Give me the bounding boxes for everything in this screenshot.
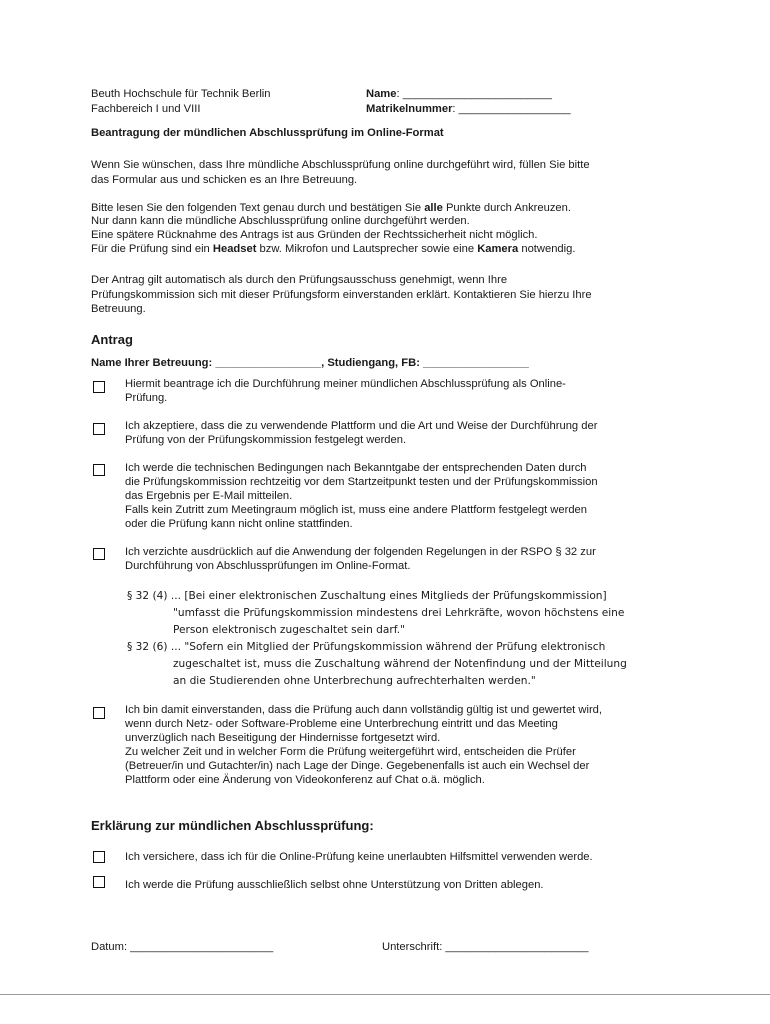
instruction-line: Eine spätere Rücknahme des Antrags ist aus Gründen der Rechtssicherheit nicht möglich.	[91, 229, 538, 241]
unterschrift-field[interactable]: Unterschrift: _______________________	[382, 941, 589, 953]
antrag-item-text: Ich bin damit einverstanden, dass die Prüfung auch dann vollständig gültig ist und gewertet wird,	[125, 704, 602, 716]
antrag-item-text: das Ergebnis per E-Mail mitteilen.	[125, 490, 293, 502]
antrag-heading: Antrag	[91, 332, 133, 347]
instruction-emphasis: Kamera	[477, 243, 519, 255]
antrag-item-text: Plattform oder eine Änderung von Videokonferenz auf Chat o.ä. möglich.	[125, 774, 485, 786]
name-blank: : ________________________	[396, 88, 553, 100]
approval-line: Der Antrag gilt automatisch als durch den Prüfungsausschuss genehmigt, wenn Ihre	[91, 274, 508, 286]
antrag-item-text: Ich verzichte ausdrücklich auf die Anwendung der folgenden Regelungen in der RSPO § 32 zur	[125, 546, 596, 558]
checkbox-antrag-1[interactable]	[93, 381, 105, 393]
instruction-text: Bitte lesen Sie den folgenden Text genau durch und bestätigen Sie	[91, 202, 425, 214]
antrag-item-text: Prüfung von der Prüfungskommission festgelegt werden.	[125, 434, 407, 446]
erklaerung-heading: Erklärung zur mündlichen Abschlussprüfung:	[91, 818, 374, 833]
erklaerung-item-text: Ich werde die Prüfung ausschließlich selbst ohne Unterstützung von Dritten ablegen.	[125, 879, 544, 891]
matrikel-label: Matrikelnummer	[366, 103, 453, 115]
instruction-text: bzw. Mikrofon und Lautsprecher sowie eine	[256, 243, 478, 255]
approval-line: Betreuung.	[91, 303, 146, 315]
checkbox-erklaerung-2[interactable]	[93, 876, 105, 888]
instruction-text: Punkte durch Ankreuzen.	[442, 202, 571, 214]
instruction-text: notwendig.	[518, 243, 576, 255]
antrag-item-text: Falls kein Zutritt zum Meetingraum möglich ist, muss eine andere Plattform festgelegt werden	[125, 504, 587, 516]
erklaerung-item-text: Ich versichere, dass ich für die Online-Prüfung keine unerlaubten Hilfsmittel verwenden werde.	[125, 851, 593, 863]
page-bottom-divider	[0, 994, 770, 995]
rspo-quote-line: zugeschaltet ist, muss die Zuschaltung während der Notenfindung und der Mitteilung	[173, 658, 627, 670]
antrag-item-text: wenn durch Netz- oder Software-Probleme eine Unterbrechung eintritt und das Meeting	[125, 718, 558, 730]
instruction-emphasis: alle	[424, 202, 443, 214]
instruction-emphasis: Headset	[212, 243, 257, 255]
rspo-quote-line: § 32 (6) ... "Sofern ein Mitglied der Prüfungskommission während der Prüfung elektronisch	[127, 641, 606, 653]
rspo-quote-line: § 32 (4) ... [Bei einer elektronischen Zuschaltung eines Mitglieds der Prüfungskommission]	[127, 590, 607, 602]
name-field[interactable]	[366, 87, 552, 101]
antrag-item-text: die Prüfungskommission rechtzeitig vor dem Startzeitpunkt testen und der Prüfungskommission	[125, 476, 598, 488]
antrag-item-text: (Betreuer/in und Gutachter/in) nach Lage der Dinge. Gegebenenfalls ist auch ein Wechsel der	[125, 760, 590, 772]
checkbox-antrag-2[interactable]	[93, 423, 105, 435]
antrag-item-text: Zu welcher Zeit und in welcher Form die Prüfung weitergeführt wird, entscheiden die Prüfer	[125, 746, 576, 758]
antrag-item-text: Hiermit beantrage ich die Durchführung meiner mündlichen Abschlussprüfung als Online-	[125, 378, 566, 390]
antrag-item-text: unverzüglich nach Beseitigung der Hindernisse fortgesetzt wird.	[125, 732, 441, 744]
instruction-text: Für die Prüfung sind ein	[91, 243, 213, 255]
matrikel-blank: : __________________	[452, 103, 571, 115]
instruction-line	[91, 201, 571, 215]
antrag-item-text: oder die Prüfung kann nicht online stattfinden.	[125, 518, 353, 530]
matrikel-field[interactable]	[366, 102, 571, 116]
checkbox-erklaerung-1[interactable]	[93, 851, 105, 863]
checkbox-antrag-3[interactable]	[93, 464, 105, 476]
rspo-quote-line: an die Studierenden ohne Unterbrechung aufrechterhalten werden."	[173, 675, 536, 687]
document-title: Beantragung der mündlichen Abschlussprüfung im Online-Format	[91, 127, 444, 139]
antrag-item-text: Durchführung von Abschlussprüfungen im Online-Format.	[125, 560, 411, 572]
betreuung-line: Name Ihrer Betreuung: _________________, Studiengang, FB: _________________	[91, 357, 529, 369]
rspo-quote-line: "umfasst die Prüfungskommission mindestens drei Lehrkräfte, wovon höchstens eine	[173, 607, 625, 619]
datum-field[interactable]: Datum: _______________________	[91, 941, 274, 953]
checkbox-antrag-4[interactable]	[93, 548, 105, 560]
antrag-item-text: Prüfung.	[125, 392, 168, 404]
instruction-line	[91, 242, 575, 256]
intro-line: Wenn Sie wünschen, dass Ihre mündliche Abschlussprüfung online durchgeführt wird, füllen Sie bitte	[91, 159, 590, 171]
rspo-quote-line: Person elektronisch zugeschaltet sein darf."	[173, 624, 405, 636]
intro-line: das Formular aus und schicken es an Ihre Betreuung.	[91, 174, 358, 186]
approval-line: Prüfungskommission sich mit dieser Prüfungsform einverstanden erklärt. Kontaktieren Sie hierzu Ihre	[91, 289, 592, 301]
checkbox-antrag-5[interactable]	[93, 707, 105, 719]
antrag-item-text: Ich akzeptiere, dass die zu verwendende Plattform und die Art und Weise der Durchführung der	[125, 420, 598, 432]
institution-name: Beuth Hochschule für Technik Berlin	[91, 88, 271, 100]
department-name: Fachbereich I und VIII	[91, 103, 201, 115]
name-label: Name	[366, 88, 397, 100]
antrag-item-text: Ich werde die technischen Bedingungen nach Bekanntgabe der entsprechenden Daten durch	[125, 462, 587, 474]
instruction-line: Nur dann kann die mündliche Abschlussprüfung online durchgeführt werden.	[91, 215, 470, 227]
